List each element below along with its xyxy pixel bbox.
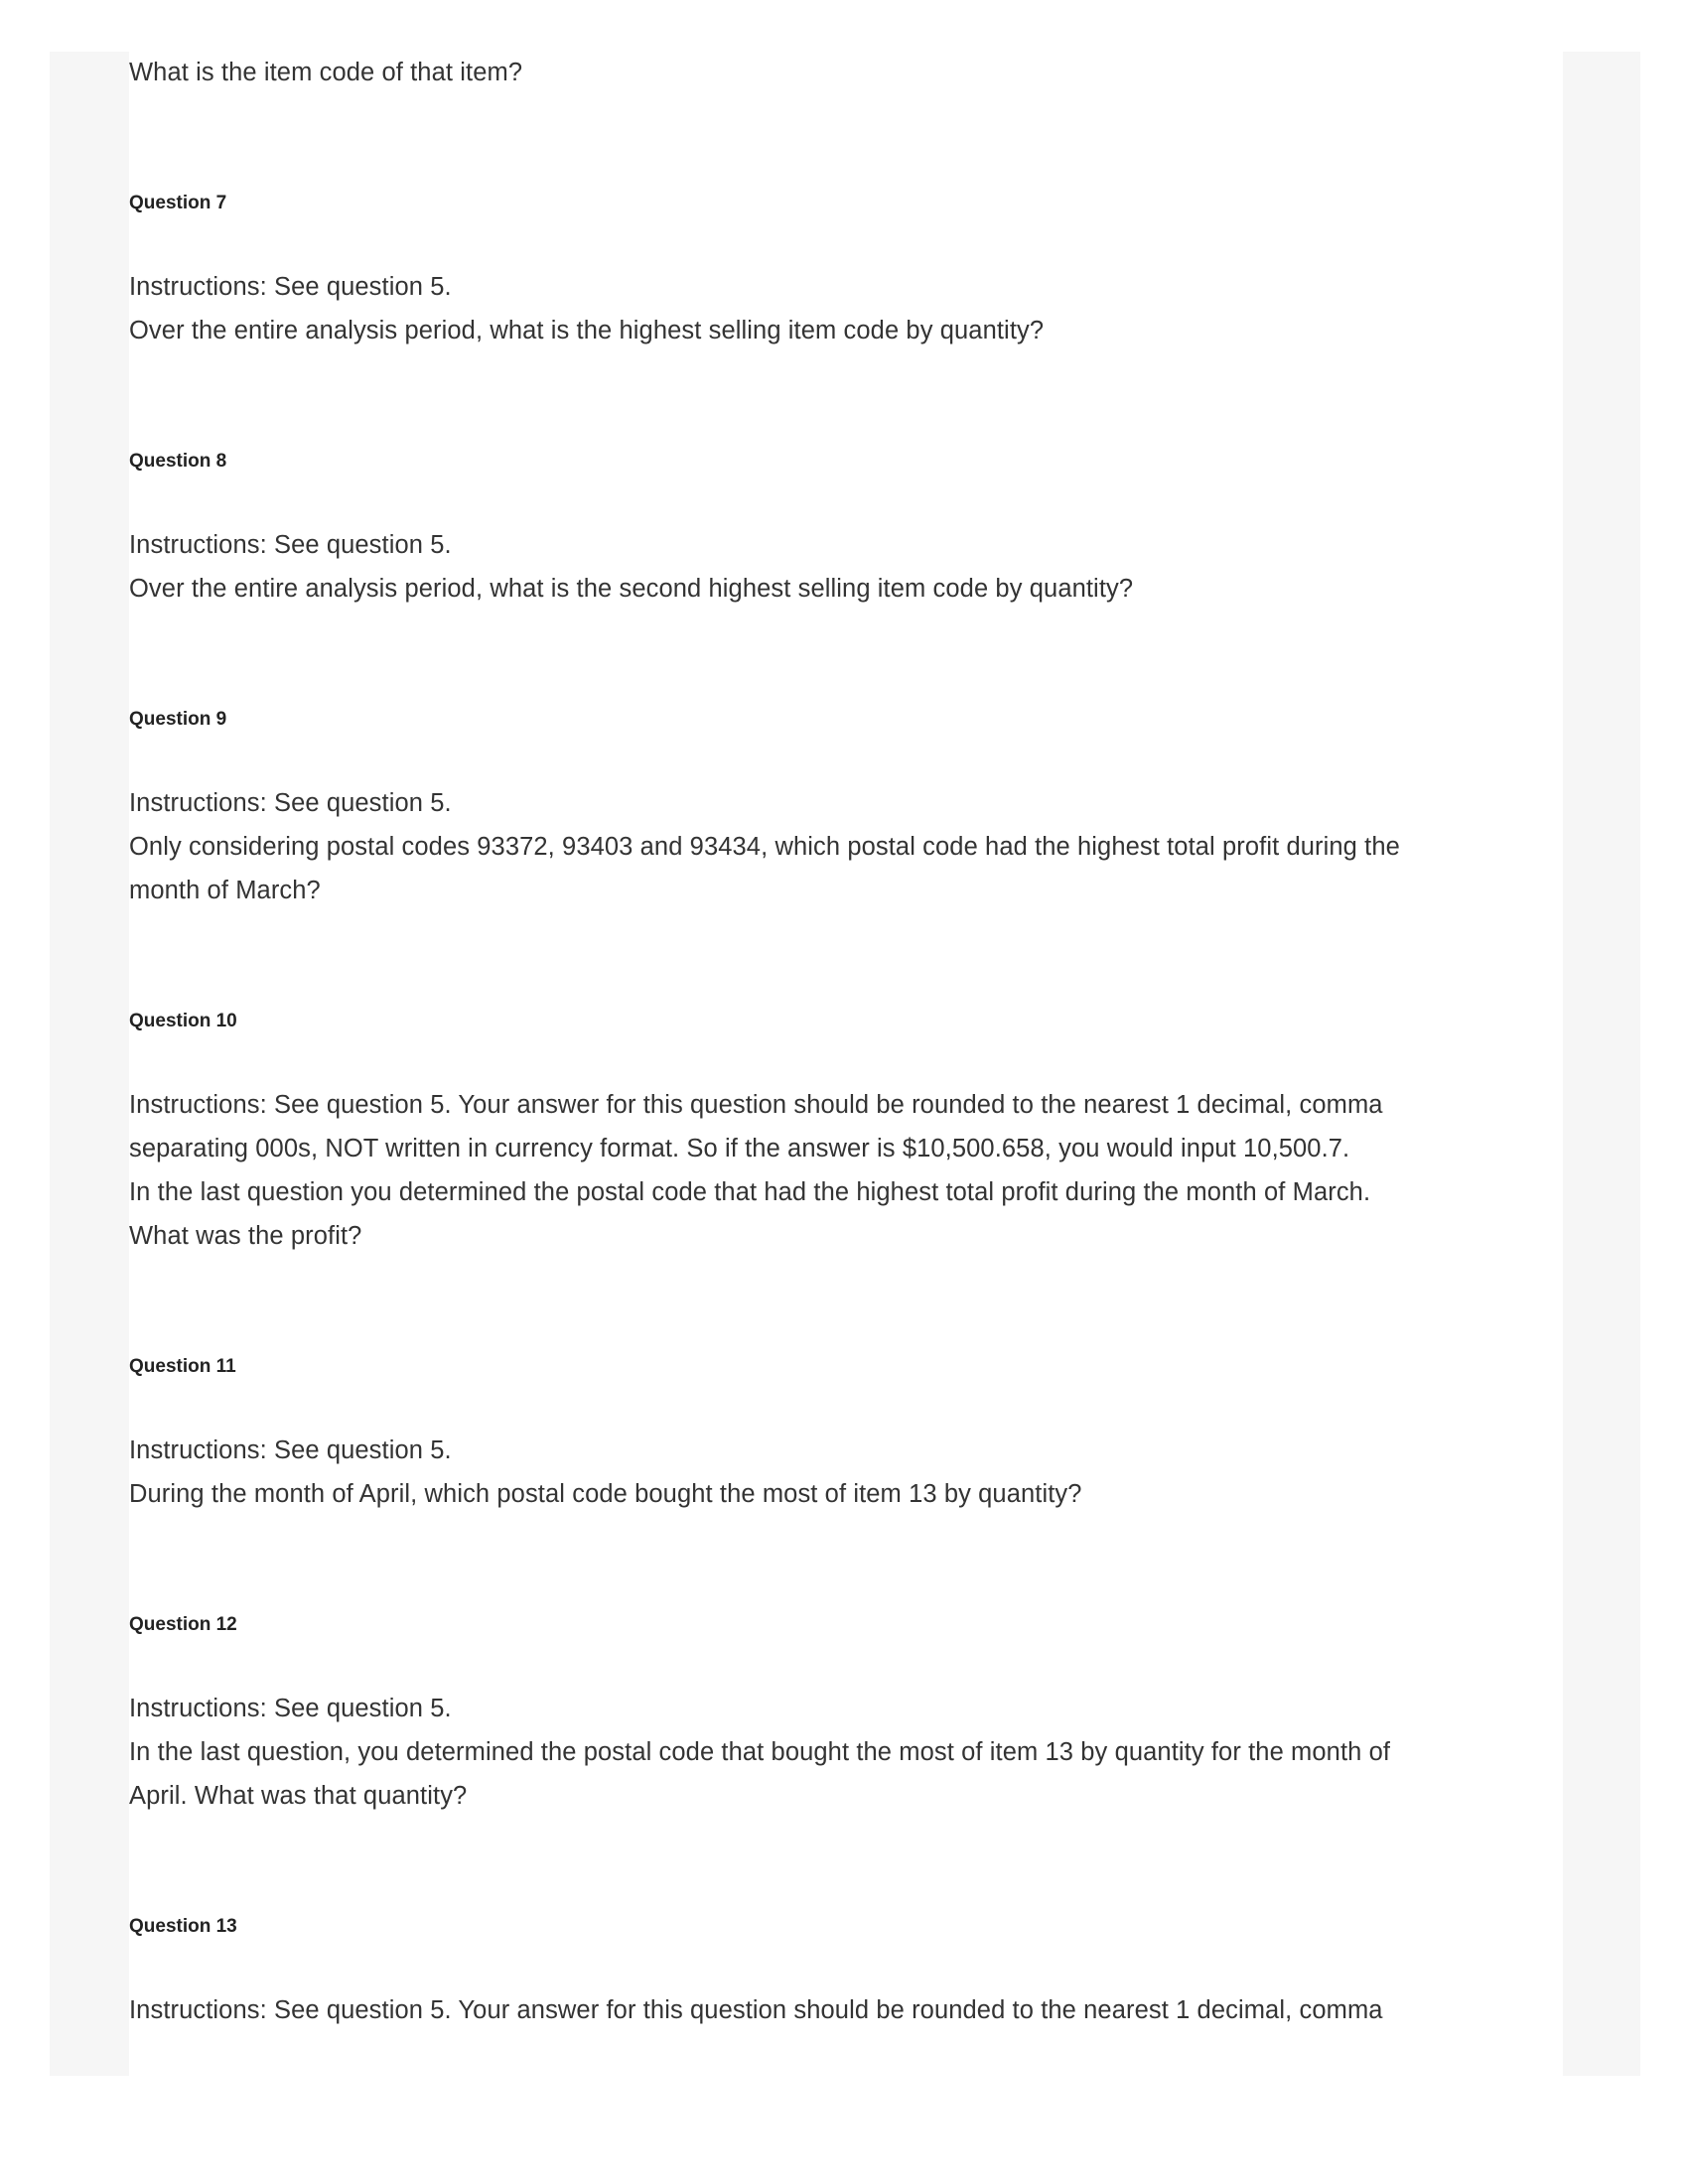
question-text: In the last question you determined the postal code that had the highest total profit during the month of March.: [129, 1178, 1371, 1206]
question-block: [129, 1613, 1563, 1818]
question-block: [129, 1915, 1563, 2032]
question-text: What is the item code of that item?: [129, 59, 523, 86]
question-text: Instructions: See question 5.: [129, 789, 452, 817]
question-block: [129, 192, 1563, 352]
question-text: Instructions: See question 5. Your answer for this question should be rounded to the nearest 1 decimal, comma: [129, 1091, 1383, 1119]
question-text: During the month of April, which postal code bought the most of item 13 by quantity?: [129, 1480, 1082, 1508]
question-text: Instructions: See question 5.: [129, 531, 452, 559]
question-block: [129, 1355, 1563, 1516]
question-text: Instructions: See question 5.: [129, 1695, 452, 1722]
question-text: April. What was that quantity?: [129, 1782, 468, 1810]
question-text: Over the entire analysis period, what is the second highest selling item code by quantity?: [129, 575, 1134, 603]
question-label: Question 8: [129, 451, 227, 472]
question-text: Instructions: See question 5. Your answer for this question should be rounded to the nearest 1 decimal, comma: [129, 1996, 1383, 2024]
question-label: Question 9: [129, 709, 227, 730]
question-text: Over the entire analysis period, what is the highest selling item code by quantity?: [129, 317, 1045, 344]
question-text: In the last question, you determined the postal code that bought the most of item 13 by quantity for the month of: [129, 1738, 1391, 1766]
question-label: Question 11: [129, 1356, 236, 1377]
question-list: [129, 192, 1563, 2032]
question-text: Only considering postal codes 93372, 93403 and 93434, which postal code had the highest total profit during the: [129, 833, 1400, 861]
question-block: [129, 708, 1563, 912]
question-label: Question 13: [129, 1916, 237, 1937]
question-text: separating 000s, NOT written in currency format. So if the answer is $10,500.658, you would input 10,500.7.: [129, 1135, 1350, 1162]
page-background: [50, 52, 1640, 2076]
question-label: Question 7: [129, 193, 227, 213]
question-label: Question 12: [129, 1614, 237, 1635]
question-block: [129, 450, 1563, 611]
question-text: Instructions: See question 5.: [129, 273, 452, 301]
question-label: Question 10: [129, 1011, 237, 1031]
question-block: [129, 1010, 1563, 1258]
question-text: Instructions: See question 5.: [129, 1436, 452, 1464]
question-text: month of March?: [129, 877, 321, 904]
quiz-content: [129, 52, 1563, 2076]
question-text: What was the profit?: [129, 1222, 362, 1250]
